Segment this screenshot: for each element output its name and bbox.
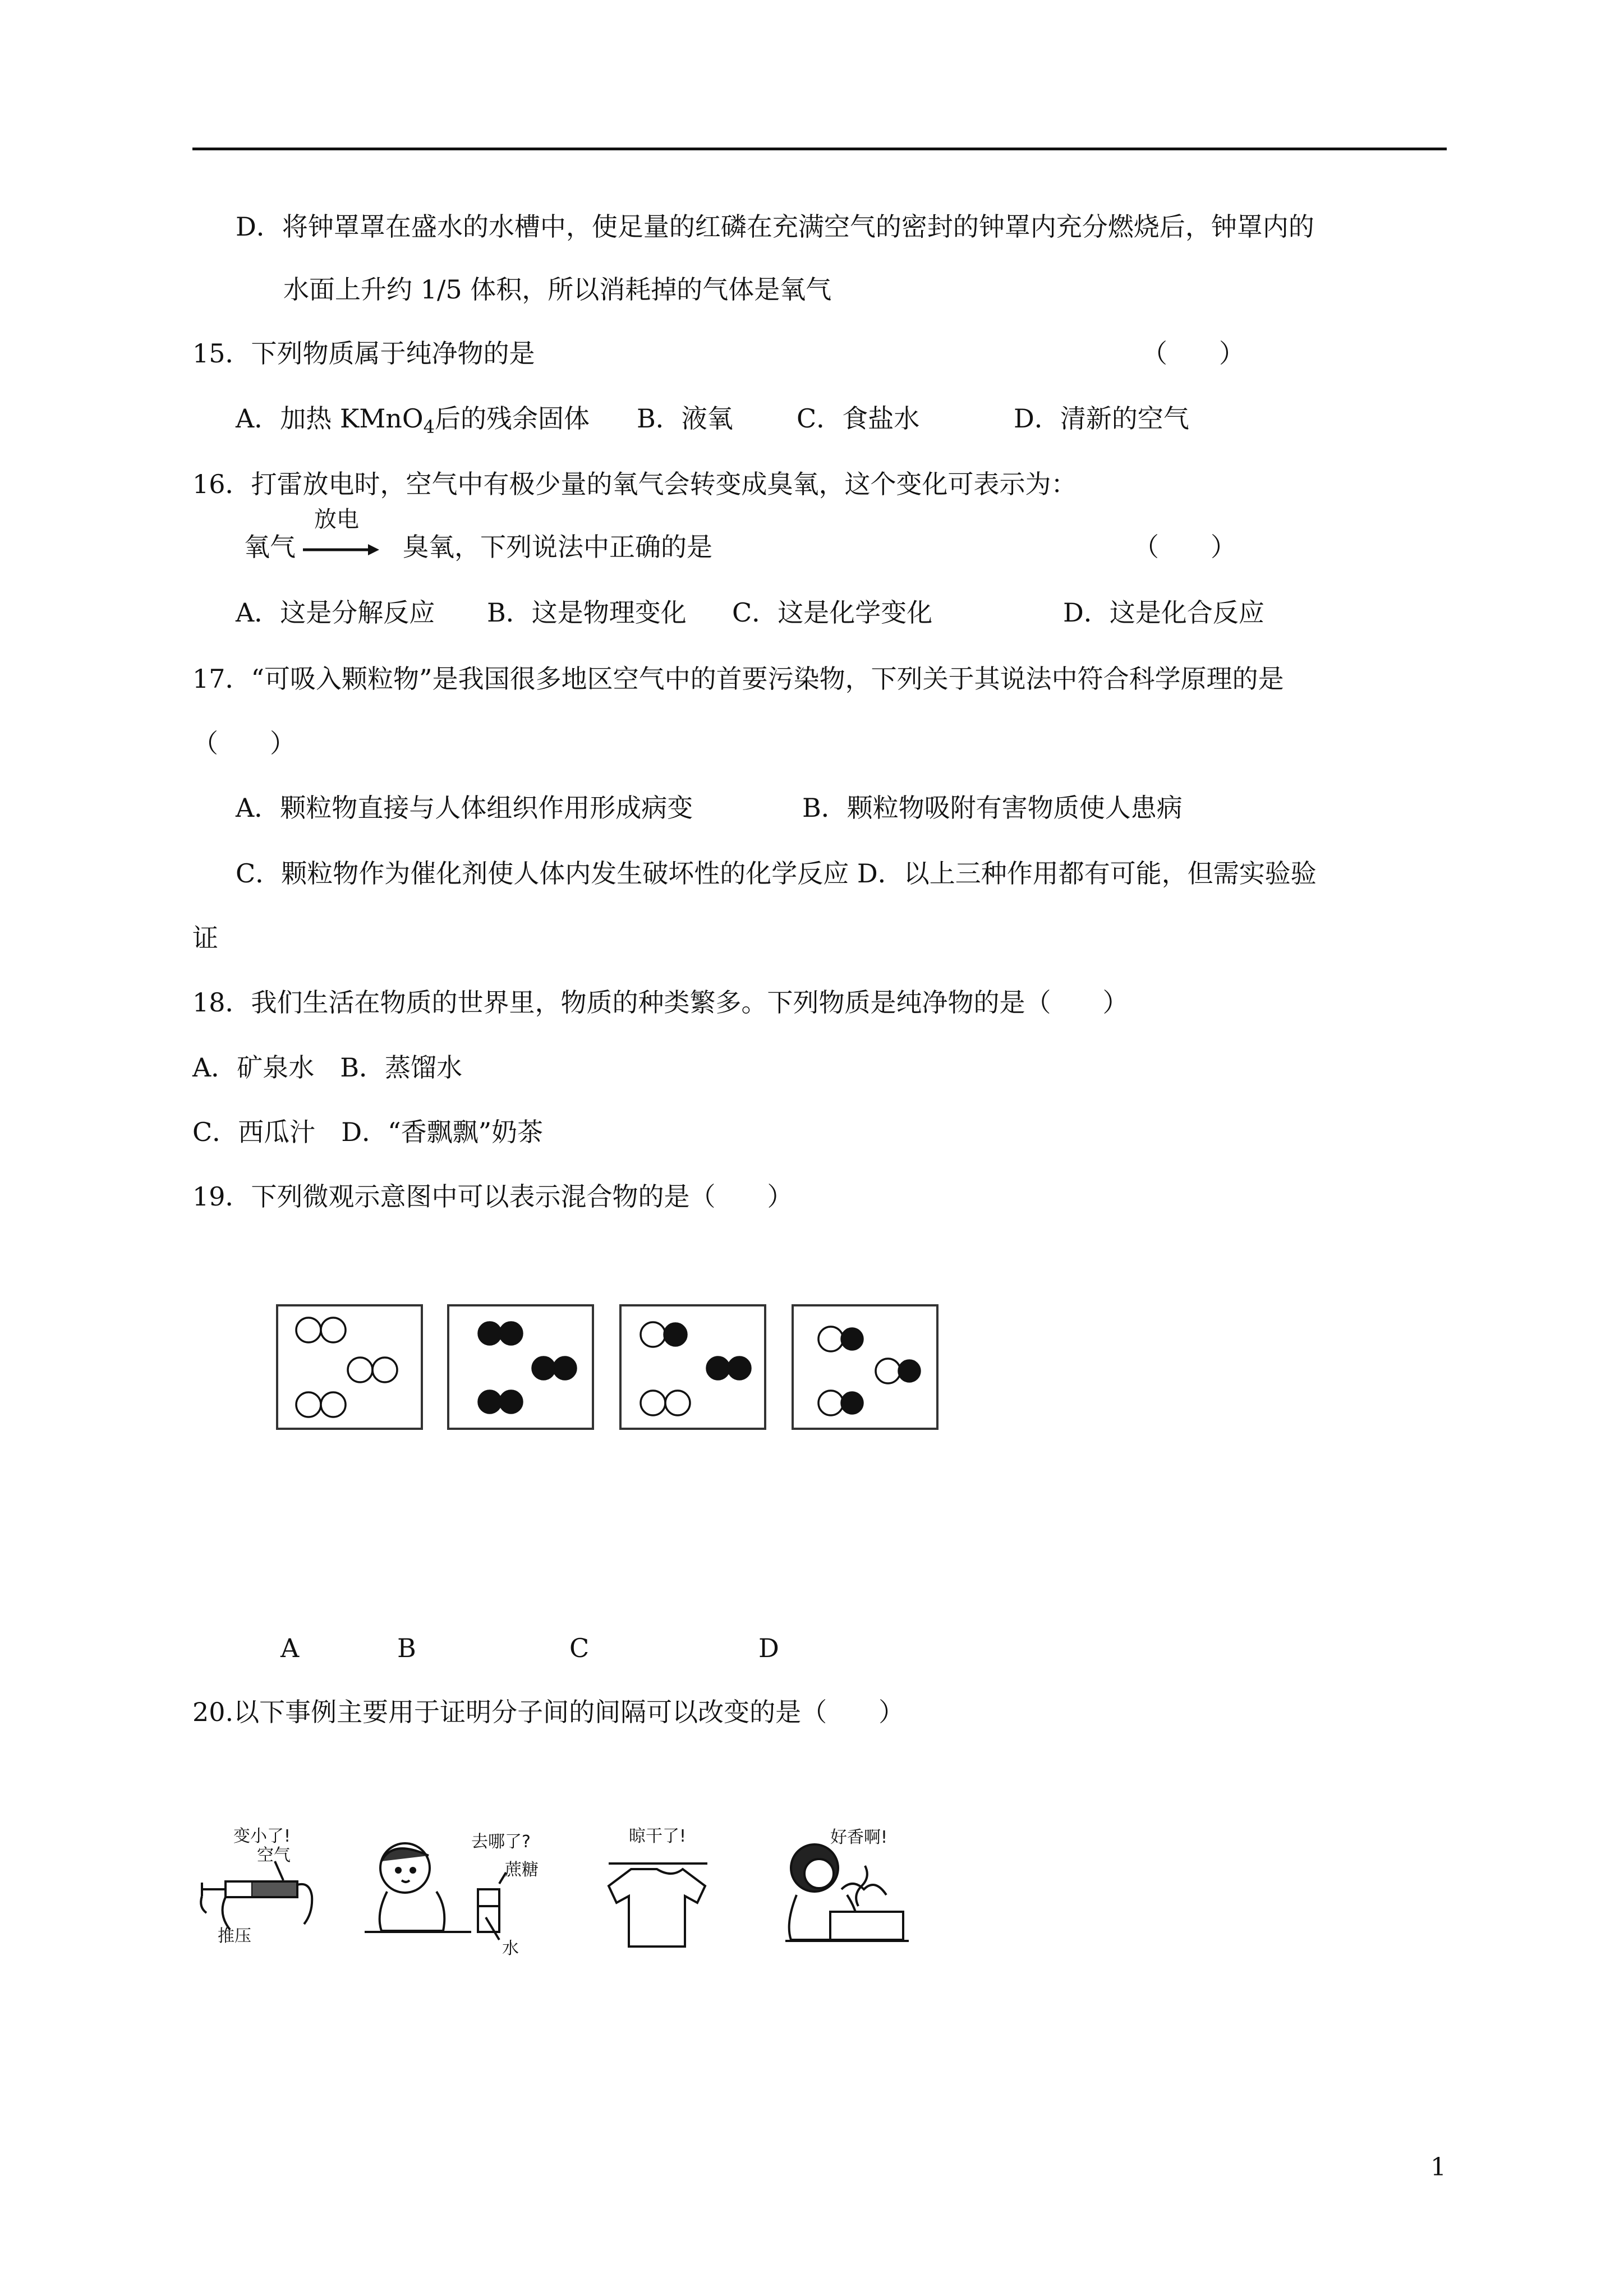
syringe-icon — [191, 1822, 325, 1957]
q19-label-c: C — [569, 1633, 590, 1663]
q16-option-a: A．这是分解反应 — [236, 597, 435, 628]
q17-answer-paren: （ ） — [192, 728, 296, 758]
q15-option-b: B．液氧 — [637, 403, 733, 434]
fig1-label-air: 空气 — [257, 1846, 291, 1865]
q19-label-a: A — [280, 1633, 300, 1663]
q14-option-d-line1: D．将钟罩罩在盛水的水槽中，使足量的红磷在充满空气的密封的钟罩内充分燃烧后，钟罩内的 — [236, 211, 1314, 242]
woman-cooking-icon — [774, 1822, 920, 1957]
q16-arrow-label: 放电 — [314, 507, 359, 532]
q18-options-cd: C．西瓜汁 D．“香飘飘”奶茶 — [192, 1117, 544, 1147]
q16-reactant: 氧气 — [244, 532, 296, 562]
molecule-diagram-c — [619, 1304, 766, 1430]
fig2-label-water: 水 — [502, 1939, 519, 1958]
q16-option-b: B．这是物理变化 — [487, 597, 687, 628]
q17-option-b: B．颗粒物吸附有害物质使人患病 — [802, 793, 1183, 823]
girl-with-cup-icon — [359, 1822, 550, 1957]
q16-answer-paren: （ ） — [1133, 532, 1236, 562]
q20-stem: 20.以下事例主要用于证明分子间的间隔可以改变的是（ ） — [192, 1697, 905, 1727]
q15-option-d: D．清新的空气 — [1014, 403, 1189, 434]
fig1-label-push: 推压 — [218, 1926, 251, 1946]
shirt-icon — [597, 1822, 715, 1957]
q18-options-ab: A．矿泉水 B．蒸馏水 — [192, 1052, 463, 1083]
fig2-caption: 去哪了? — [471, 1832, 531, 1852]
page-number: 1 — [1430, 2153, 1446, 2182]
q16-product-text: 臭氧，下列说法中正确的是 — [403, 532, 712, 562]
q17-option-a: A．颗粒物直接与人体组织作用形成病变 — [236, 793, 693, 823]
fig2-label-sugar: 蔗糖 — [505, 1860, 539, 1880]
syringe-compression-illustration — [191, 1822, 325, 1957]
molecule-diagram-d — [792, 1304, 938, 1430]
sugar-dissolving-illustration — [359, 1822, 550, 1957]
q14-option-d-line2: 水面上升约 1/5 体积，所以消耗掉的气体是氧气 — [283, 274, 832, 305]
q19-label-b: B — [397, 1633, 416, 1663]
q17-option-d-tail: 证 — [192, 923, 218, 953]
q16-option-c: C．这是化学变化 — [732, 597, 933, 628]
q19-stem: 19．下列微观示意图中可以表示混合物的是（ ） — [192, 1181, 793, 1212]
fig1-caption: 变小了! — [233, 1826, 291, 1846]
q15-stem: 15．下列物质属于纯净物的是 — [192, 338, 535, 369]
fig4-caption: 好香啊! — [830, 1828, 888, 1847]
header-rule — [192, 148, 1447, 150]
q17-option-c-d: C．颗粒物作为催化剂使人体内发生破坏性的化学反应 D．以上三种作用都有可能，但需实验验 — [236, 858, 1317, 889]
q17-stem: 17．“可吸入颗粒物”是我国很多地区空气中的首要污染物，下列关于其说法中符合科学原理的是 — [192, 664, 1284, 694]
fig3-caption: 晾干了! — [629, 1826, 687, 1846]
q16-stem: 16．打雷放电时，空气中有极少量的氧气会转变成臭氧，这个变化可表示为： — [192, 469, 1077, 499]
q15-answer-paren: （ ） — [1142, 338, 1245, 369]
molecule-diagram-b — [447, 1304, 594, 1430]
q15-option-a: A．加热 KMnO$_4$后的残余固体 — [236, 403, 590, 438]
q16-option-d: D．这是化合反应 — [1063, 597, 1264, 628]
q15-option-c: C．食盐水 — [797, 403, 920, 434]
q18-stem: 18．我们生活在物质的世界里，物质的种类繁多。下列物质是纯净物的是（ ） — [192, 987, 1129, 1018]
q19-label-d: D — [758, 1633, 779, 1663]
reaction-arrow-icon — [302, 541, 380, 558]
cooking-smell-illustration — [774, 1822, 920, 1957]
clothes-drying-illustration — [597, 1822, 715, 1957]
molecule-diagram-a — [276, 1304, 423, 1430]
